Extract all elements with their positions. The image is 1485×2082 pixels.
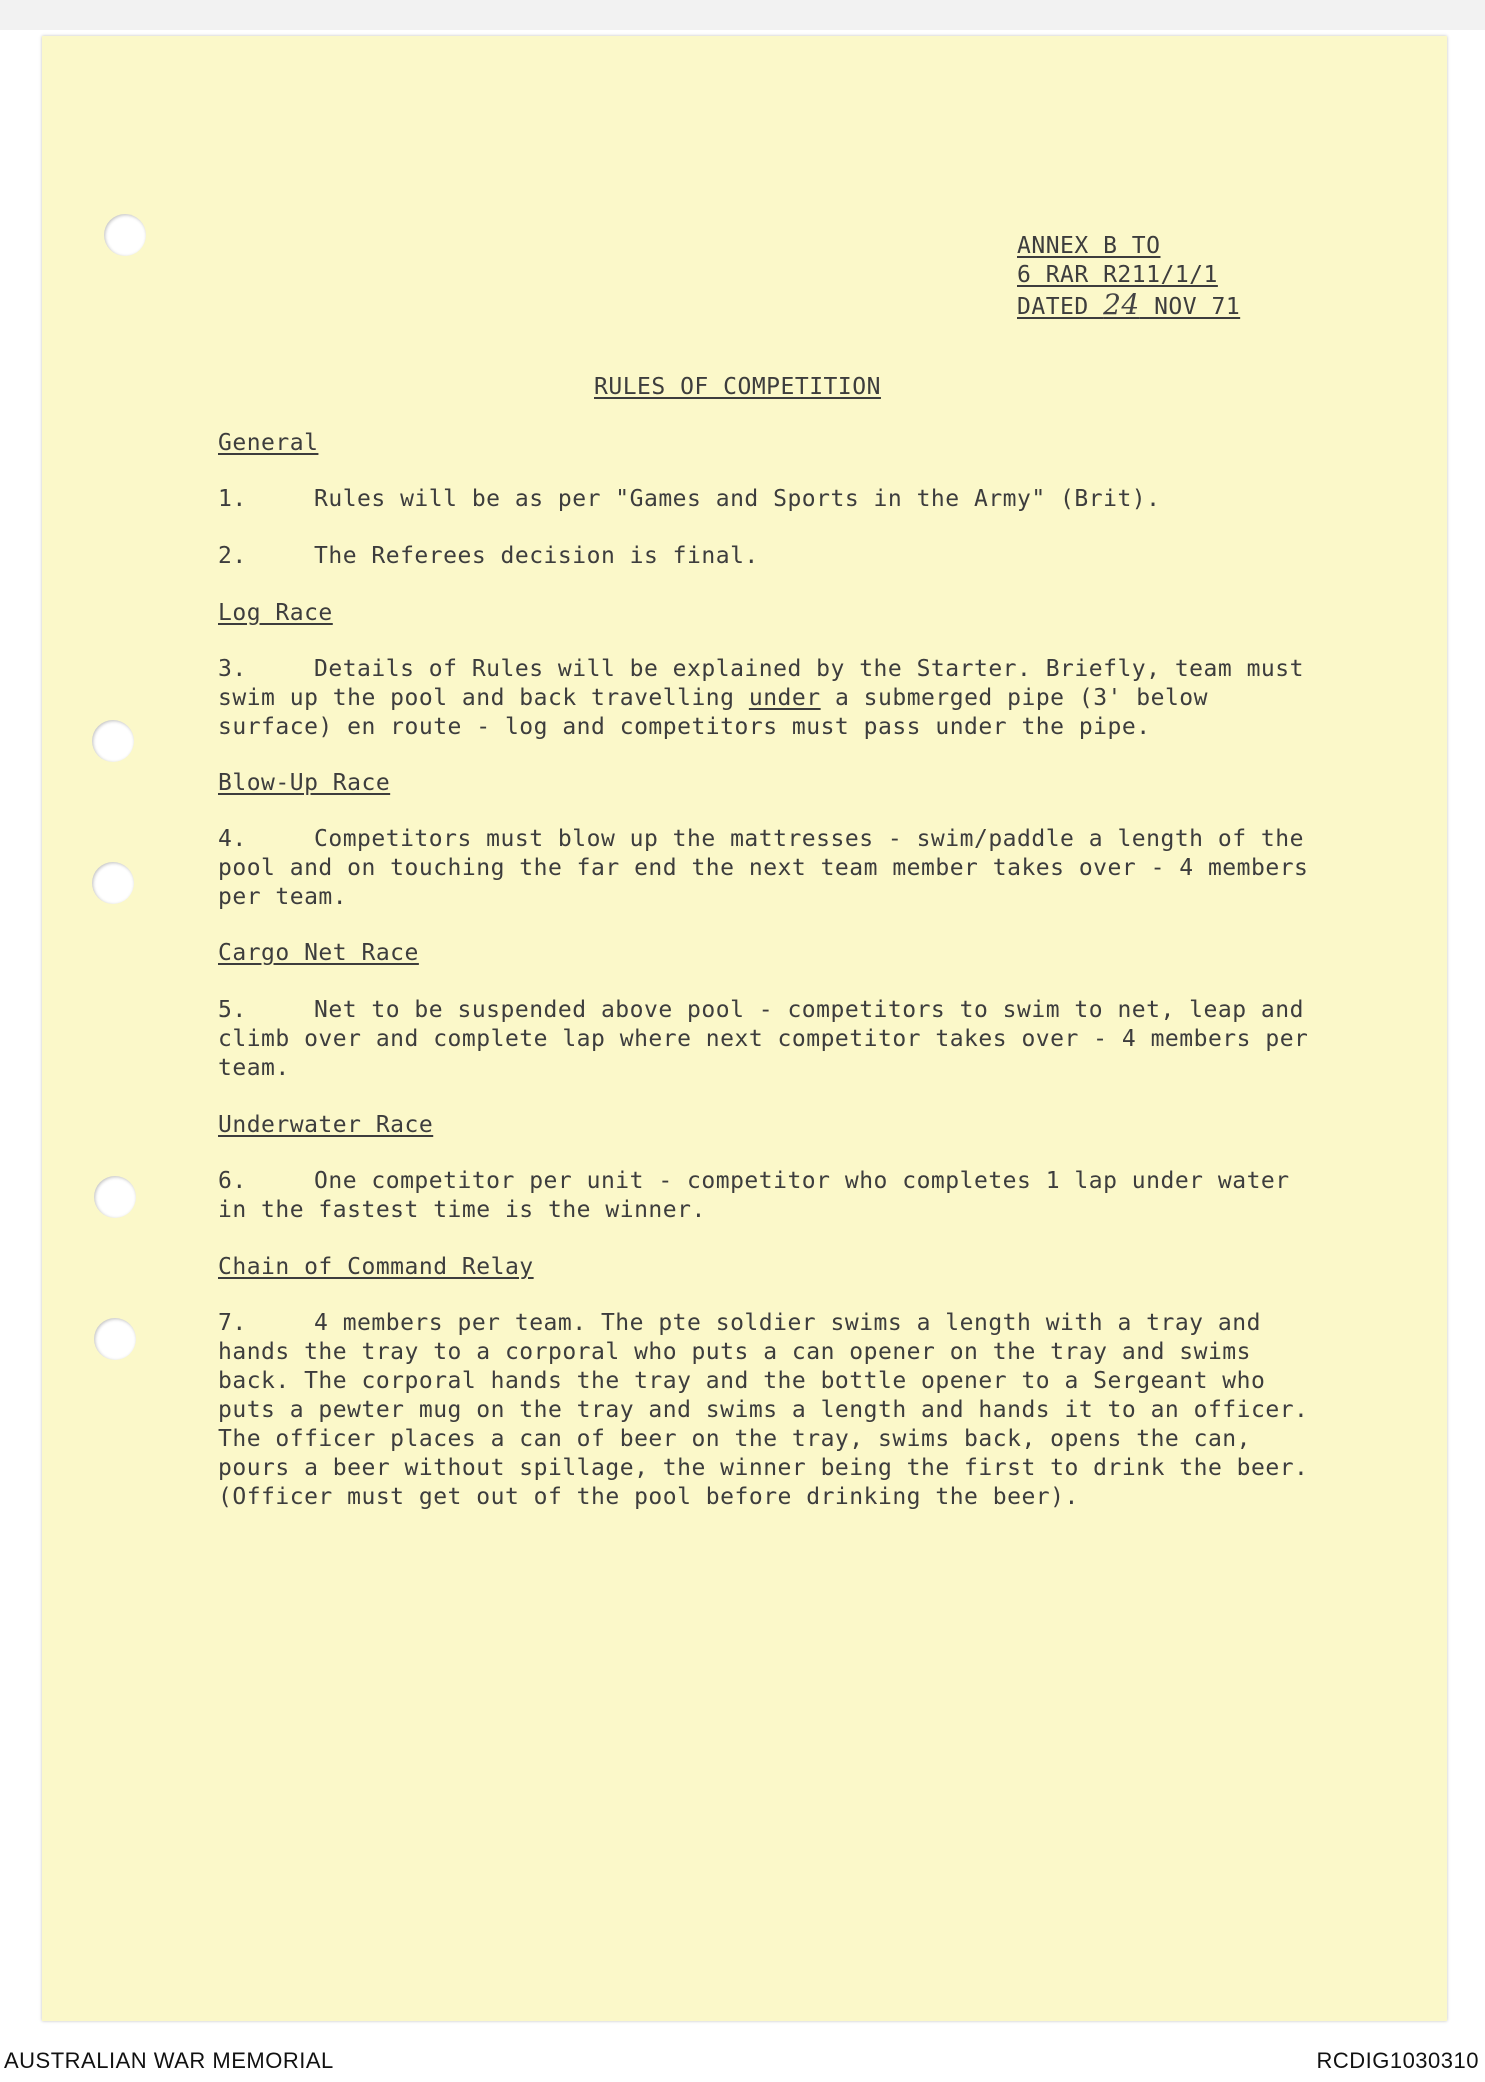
reference-annex: ANNEX B TO	[1017, 233, 1161, 259]
section-heading: Underwater Race	[218, 1112, 434, 1138]
punch-hole	[94, 1318, 136, 1360]
paragraph-text: One competitor per unit - competitor who completes 1 lap under water in the fastest time is the winner.	[218, 1168, 1290, 1223]
reference-date-month-year: NOV 71	[1139, 294, 1241, 320]
document-page	[42, 36, 1447, 2021]
scan-background	[0, 0, 1485, 30]
section-heading: General	[218, 430, 319, 456]
paragraph-number: 7.	[218, 1310, 247, 1336]
paragraph-number: 2.	[218, 543, 247, 569]
punch-hole	[92, 862, 134, 904]
paragraph-text: Competitors must blow up the mattresses - swim/paddle a length of the pool and on touching the far end the next team member takes over - 4 members per team.	[218, 826, 1309, 910]
paragraph-number: 1.	[218, 486, 247, 512]
section-cargo-net-race	[218, 939, 1318, 968]
punch-hole	[94, 1176, 136, 1218]
section-blow-up-race	[218, 769, 1318, 798]
paragraph-4	[218, 825, 1318, 912]
page-title: RULES OF COMPETITION	[594, 374, 881, 400]
section-underwater-race	[218, 1111, 1318, 1140]
paragraph-number: 3.	[218, 656, 247, 682]
paragraph-number: 6.	[218, 1168, 247, 1194]
punch-hole	[92, 720, 134, 762]
reference-date	[1017, 290, 1240, 322]
reference-file-number: 6 RAR R211/1/1	[1017, 262, 1218, 288]
paragraph-text: Rules will be as per "Games and Sports in the Army" (Brit).	[314, 486, 1161, 512]
paragraph-number: 4.	[218, 826, 247, 852]
reference-block	[1017, 232, 1240, 322]
paragraph-7	[218, 1309, 1318, 1512]
footer-institution: AUSTRALIAN WAR MEMORIAL	[4, 2048, 334, 2073]
paragraph-text-continued: a submerged pipe (3' below surface) en route - log and competitors must pass under the pipe.	[218, 685, 1208, 740]
section-heading: Blow-Up Race	[218, 770, 391, 796]
section-general	[218, 429, 1318, 458]
section-log-race	[218, 599, 1318, 628]
section-heading: Cargo Net Race	[218, 940, 419, 966]
section-heading: Chain of Command Relay	[218, 1254, 534, 1280]
paragraph-3	[218, 655, 1318, 742]
paragraph-text: The Referees decision is final.	[314, 543, 759, 569]
section-heading: Log Race	[218, 600, 333, 626]
paragraph-text: Net to be suspended above pool - competitors to swim to net, leap and climb over and complete lap where next competitor takes over - 4 members per team.	[218, 997, 1309, 1081]
reference-date-day: 24	[1103, 288, 1140, 321]
paragraph-1	[218, 485, 1318, 514]
paragraph-6	[218, 1167, 1318, 1225]
emphasis-under: under	[748, 685, 821, 711]
paragraph-5	[218, 996, 1318, 1083]
section-chain-of-command-relay	[218, 1253, 1318, 1282]
paragraph-2	[218, 542, 1318, 571]
paragraph-number: 5.	[218, 997, 247, 1023]
paragraph-text: Details of Rules will be explained by the Starter. Briefly, team must swim up the pool and back travelling	[218, 656, 1304, 711]
punch-hole	[104, 214, 146, 256]
footer-record-id: RCDIG1030310	[1316, 2048, 1479, 2073]
paragraph-text: 4 members per team. The pte soldier swims a length with a tray and hands the tray to a corporal who puts a can opener on the tray and swims back. The corporal hands the tray and the bottle opener to a Sergeant who puts a pewter mug on the tray and swims a length and hands it to an officer. The officer places a can of beer on the tray, swims back, opens the can, pours a beer without spillage, the winner being the first to drink the beer. (Officer must get out of the pool before drinking the beer).	[218, 1310, 1309, 1510]
reference-date-label: DATED	[1017, 294, 1104, 320]
